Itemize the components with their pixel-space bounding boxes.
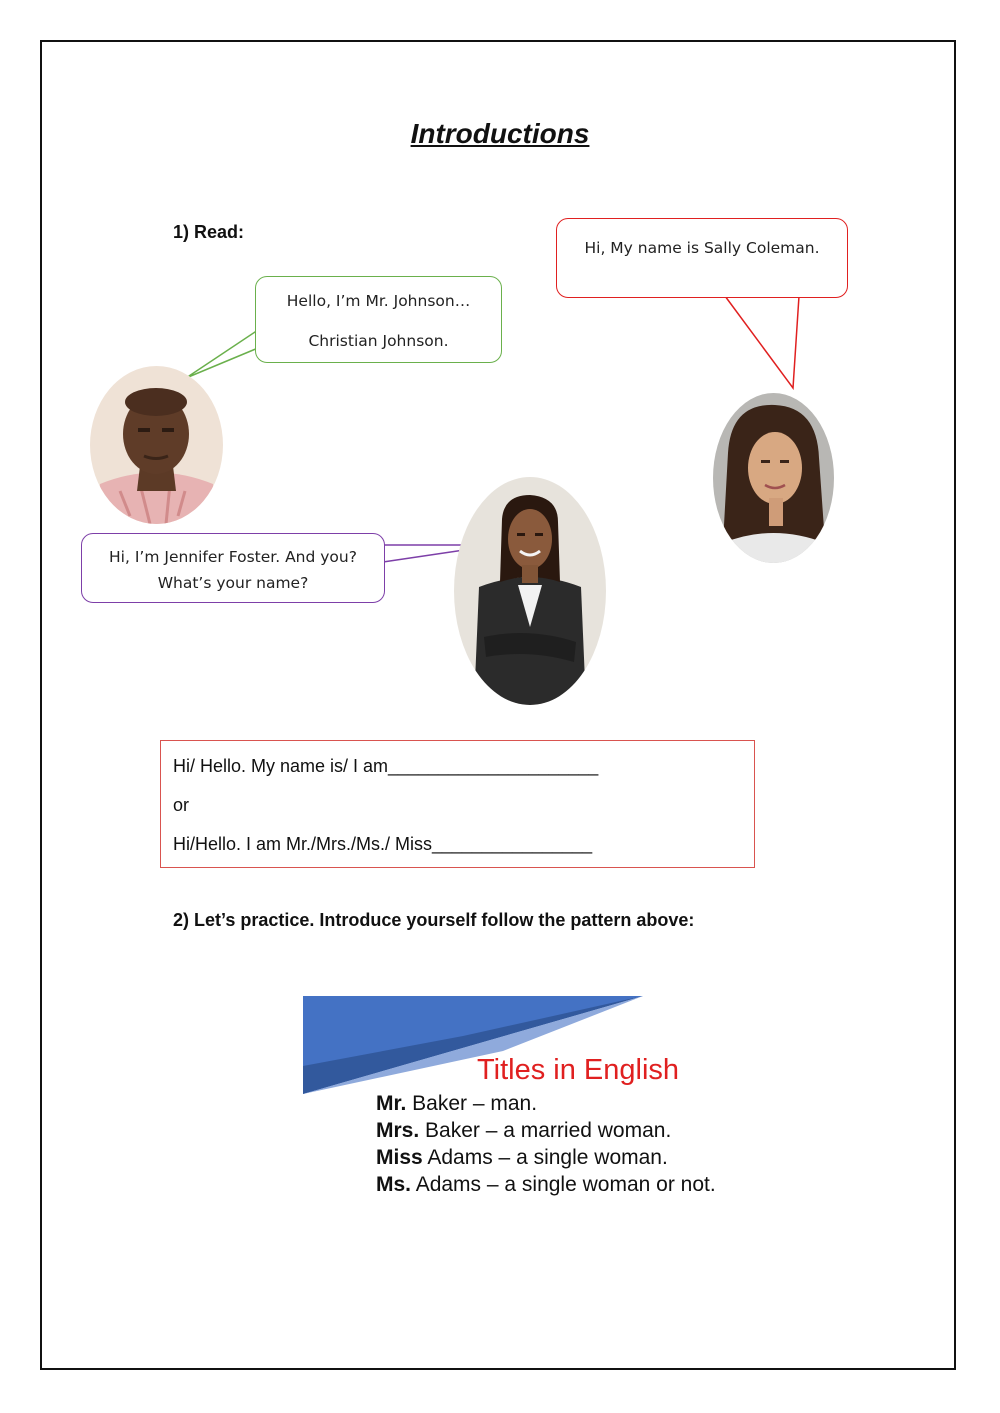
portrait-mr-johnson <box>90 366 223 524</box>
pattern-line-1: Hi/ Hello. My name is/ I am_____________________ <box>173 756 599 776</box>
section-read-heading: 1) Read: <box>173 222 245 242</box>
pattern-line-3: Hi/Hello. I am Mr./Mrs./Ms./ Miss________________ <box>173 834 593 854</box>
titles-heading: Titles in English <box>477 1054 680 1086</box>
portrait-sally-coleman <box>713 393 834 563</box>
title-abbr: Mr. <box>376 1092 407 1115</box>
title-text: Baker – a married woman. <box>419 1119 672 1142</box>
jennifer-speech-bubble <box>81 533 385 603</box>
section-practice-heading: 2) Let’s practice. Introduce yourself follow the pattern above: <box>173 910 695 930</box>
title-text: Baker – man. <box>406 1092 538 1115</box>
pattern-line-2: or <box>173 795 190 815</box>
johnson-speech-bubble <box>255 276 502 363</box>
titles-list <box>376 1090 716 1198</box>
portrait-jennifer-foster <box>454 477 606 705</box>
johnson-line-1: Hello, I’m Mr. Johnson… <box>286 292 471 310</box>
jennifer-line-1: Hi, I’m Jennifer Foster. And you? <box>109 548 357 566</box>
sally-line: Hi, My name is Sally Coleman. <box>584 239 820 257</box>
page-title: Introductions <box>410 118 590 149</box>
johnson-line-2: Christian Johnson. <box>308 332 449 350</box>
title-item-miss <box>376 1144 716 1171</box>
title-abbr: Mrs. <box>376 1119 420 1142</box>
title-abbr: Ms. <box>376 1173 412 1196</box>
title-abbr: Miss <box>376 1146 423 1169</box>
title-text: Adams – a single woman. <box>422 1146 668 1169</box>
pattern-box <box>160 740 755 868</box>
sally-speech-bubble <box>556 218 848 298</box>
title-item-ms <box>376 1171 716 1198</box>
title-item-mrs <box>376 1117 716 1144</box>
title-text: Adams – a single woman or not. <box>411 1173 716 1196</box>
jennifer-line-2: What’s your name? <box>157 574 309 592</box>
title-item-mr <box>376 1090 716 1117</box>
